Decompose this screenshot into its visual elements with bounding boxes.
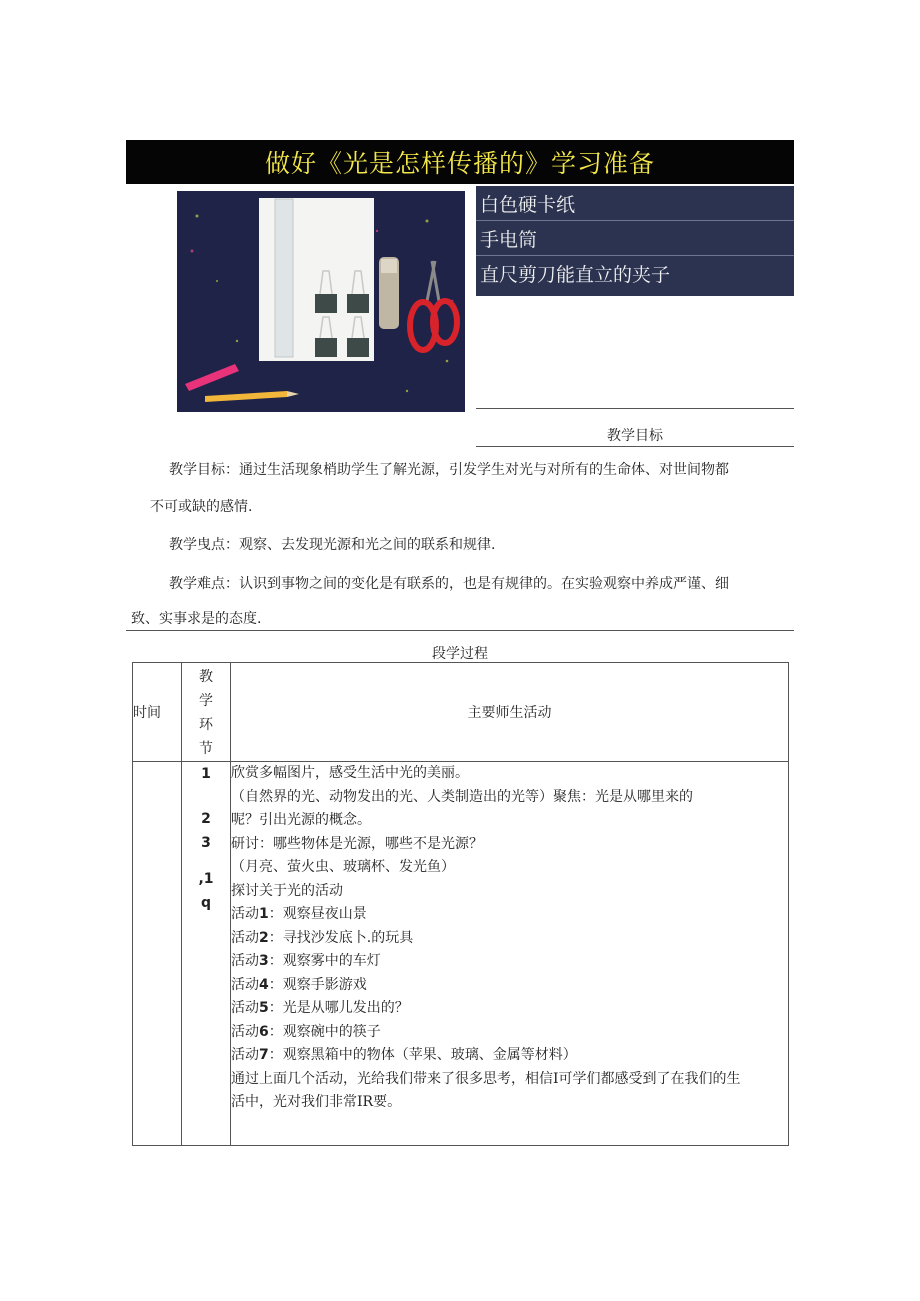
material-item: 白色硬卡纸 bbox=[476, 186, 794, 221]
stage-mark: ,1 bbox=[198, 871, 214, 887]
lesson-prep-banner bbox=[126, 140, 794, 184]
divider bbox=[476, 408, 794, 409]
process-heading: 段学过程 bbox=[432, 646, 488, 662]
time-cell bbox=[133, 762, 182, 1146]
divider bbox=[476, 446, 794, 447]
activity-cell bbox=[231, 762, 789, 1146]
summary-line: 通过上面几个活动，光给我们带来了很多思考，相信I可学们都感受到了在我们的生 bbox=[231, 1070, 741, 1087]
activity-line: 欣赏多幅图片，感受生活中光的美丽。 bbox=[231, 765, 469, 781]
header-time bbox=[133, 663, 182, 762]
difficulty-line-2: 致、实事求是的态度. bbox=[131, 611, 262, 627]
difficulty-line-1: 教学难点：认识到事物之间的变化是有联系的，也是有规律的。在实验观察中养成严谨、细 bbox=[169, 576, 729, 592]
table-row bbox=[133, 762, 789, 1146]
header-stage-char: 学 bbox=[199, 693, 213, 709]
activity-line: （月亮、萤火虫、玻璃杯、发光鱼） bbox=[231, 859, 455, 875]
teaching-process-table bbox=[132, 662, 789, 1146]
activity-line: （自然界的光、动物发出的光、人类制造出的光等）聚焦：光是从哪里来的 bbox=[231, 788, 693, 805]
summary-line: 活中，光对我们非常IR要。 bbox=[231, 1094, 402, 1110]
activity-item: 活动2：寻找沙发底卜.的玩具 bbox=[231, 929, 414, 946]
activity-item: 活动4：观察手影游戏 bbox=[231, 976, 367, 993]
goal-line-1: 教学目标：通过生活现象梢助学生了解光源，引发学生对光与对所有的生命体、对世间物都 bbox=[169, 462, 729, 478]
banner-title: 做好《光是怎样传播的》学习准备 bbox=[264, 149, 655, 178]
activity-item: 活动1：观察昼夜山景 bbox=[231, 906, 367, 922]
header-stage bbox=[182, 663, 231, 762]
header-stage-char: 节 bbox=[199, 741, 213, 757]
activity-item: 活动3：观察雾中的车灯 bbox=[231, 953, 381, 969]
stage-mark: 2 bbox=[201, 811, 211, 827]
material-item: 手电筒 bbox=[476, 221, 794, 256]
header-activity-label: 主要师生活动 bbox=[467, 705, 552, 721]
activity-item: 活动5：光是从哪儿发出的？ bbox=[231, 1000, 409, 1016]
material-item: 直尺剪刀能直立的夹子 bbox=[480, 264, 671, 286]
stage-cell bbox=[182, 762, 231, 1146]
activity-line: 探讨关于光的活动 bbox=[231, 882, 343, 899]
activity-item: 活动7：观察黑箱中的物体（苹果、玻璃、金属等材料） bbox=[231, 1047, 577, 1063]
activity-line: 呢？引出光源的概念。 bbox=[231, 812, 371, 828]
header-stage-char: 教 bbox=[199, 669, 213, 685]
activity-line: 研讨：哪些物体是光源，哪些不是光源？ bbox=[231, 835, 483, 852]
goal-line-2: 不可或缺的感情. bbox=[150, 499, 253, 515]
divider bbox=[126, 630, 794, 631]
header-activity bbox=[231, 663, 789, 762]
stage-mark: 1 bbox=[201, 766, 211, 782]
header-stage-char: 环 bbox=[199, 717, 213, 733]
activity-item: 活动6：观察碗中的筷子 bbox=[231, 1023, 381, 1040]
header-time-label: 时间 bbox=[133, 705, 161, 721]
stage-mark: q bbox=[200, 895, 212, 911]
table-header-row bbox=[133, 663, 789, 762]
stage-mark: 3 bbox=[201, 835, 211, 851]
key-point: 教学曳点：观察、去发现光源和光之间的联系和规律. bbox=[169, 537, 496, 553]
materials-photo bbox=[177, 191, 465, 412]
objectives-heading: 教学目标 bbox=[607, 428, 663, 444]
materials-list bbox=[476, 186, 794, 296]
